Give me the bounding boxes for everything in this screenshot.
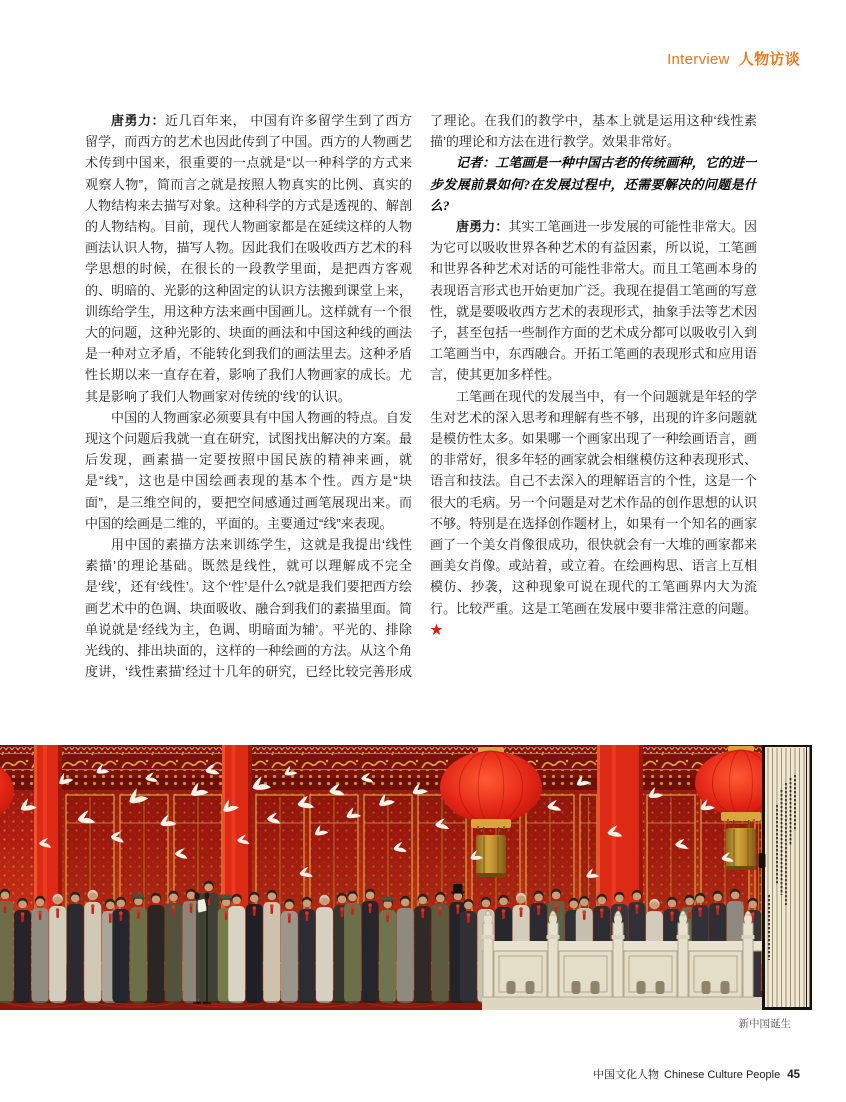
paragraph: 用中国的素描方法来训练学生，这就是我提出‘线性素描’的理论基础。既然是线性，就可以理解成不完全是‘线’，还有‘线性’。这个‘性’是什么?就是我们要把西方绘画艺术中的色调、块面吸收、融合到我们的素描里面。简单说就是‘经线为主，色调、明暗面为辅’。平光的、排除光线的、排出块面的，这样的一种绘画的方法。从这个角度讲，‘线性素描’经过十几年的研究，已经比较完善形成了理论。在我们的教学中，基本上就是运用这种‘线性素描’的理论和方法在进行教学。效果非常好。 (85, 113, 757, 680)
footer-page-number: 45 (787, 1069, 800, 1081)
colophon-panel (759, 745, 813, 1010)
speaker-label: 唐勇力： (111, 113, 166, 128)
footer-title-en: Chinese Culture People (664, 1069, 781, 1081)
paragraph: 中国的人物画家必须要具有中国人物画的特点。自发现这个问题后我就一直在研究，试图找出解决的方案。最后发现，画素描一定要按照中国民族的精神来画，就是“线”，这也是中国绘画表现的基本个性。西方是“块面”，是三维空间的，要把空间感通过画笔展现出来。而中国的绘画是二维的，平面的。主要通过“线”来表现。 (85, 409, 412, 531)
paragraph: 工笔画在现代的发展当中，有一个问题就是年轻的学生对艺术的深入思考和理解有些不够，出现的许多问题就是模仿性太多。如果哪一个画家出现了一种绘画语言，画的非常好，很多年轻的画家就会相继模仿这种表现形式、语言和技法。自己不去深入的理解语言的个性，这是一个很大的毛病。另一个问题是对艺术作品的创作思想的认识不够。特别是在选择创作题材上，如果有一个知名的画家画了一个美女肖像很成功，很快就会有一大堆的画家都来画美女肖像。或站着，或立着。在绘画构思、语言上互相模仿、抄袭，这种现象可说在现代的工笔画界内大为流行。比较严重。这是工笔画在发展中要非常注意的问题。 ★ (430, 388, 757, 637)
page-footer (593, 1066, 800, 1082)
end-star-icon: ★ (430, 621, 444, 637)
painting-new-china-birth (0, 745, 812, 1010)
painting-caption: 新中国诞生 (738, 1018, 791, 1030)
footer-title-zh: 中国文化人物 (593, 1069, 660, 1081)
section-name-en: Interview (667, 51, 730, 68)
section-name-zh: 人物访谈 (738, 51, 800, 68)
painting-wrap (0, 745, 812, 1010)
section-header (667, 48, 800, 69)
paragraph: 唐勇力：近几百年来， 中国有许多留学生到了西方留学，而西方的艺术也因此传到了中国。西方的人物画艺术传到中国来，很重要的一点就是“以一种科学的方式来观察人物”，简而言之就是按照人物真实的比例、真实的人物结构来去描写对象。这种科学的方式是透视的、解剖的人物结构。目前，现代人物画家都是在延续这样的人物画法认识人物，描写人物。因此我们在吸收西方艺术的科学思想的时候，在很长的一段教学里面，是把西方客观的、明暗的、光影的这种固定的认识方法搬到课堂上来，训练给学生，用这种方法来画中国画儿。这样就有一个很大的问题，这种光影的、块面的画法和中国这种线的画法是一种对立矛盾，不能转化到我们的画法里去。这种矛盾性长期以来一直存在着，影响了我们人物画家的成长。尤其是影响了我们人物画家对传统的‘线’的认识。 (85, 113, 412, 404)
speaker-label: 记者： (456, 155, 496, 171)
paragraph: 唐勇力：其实工笔画进一步发展的可能性非常大。因为它可以吸收世界各种艺术的有益因素，所以说，工笔画和世界各种艺术对话的可能性非常大。而且工笔画本身的表现语言形式也开始更加广泛。我现在提倡工笔画的写意性，就是要吸收西方艺术的表现形式，抽象手法等艺术因子，甚至包括一些制作方面的艺术成分都可以吸收引入到工笔画当中，东西融合。开拓工笔画的表现形式和应用语言，使其更加多样性。 (430, 219, 757, 383)
paragraph: 记者：工笔画是一种中国古老的传统画种，它的进一步发展前景如何?在发展过程中，还需要解决的问题是什么? (430, 155, 757, 213)
speaker-label: 唐勇力： (456, 219, 509, 235)
article-text (85, 110, 757, 710)
